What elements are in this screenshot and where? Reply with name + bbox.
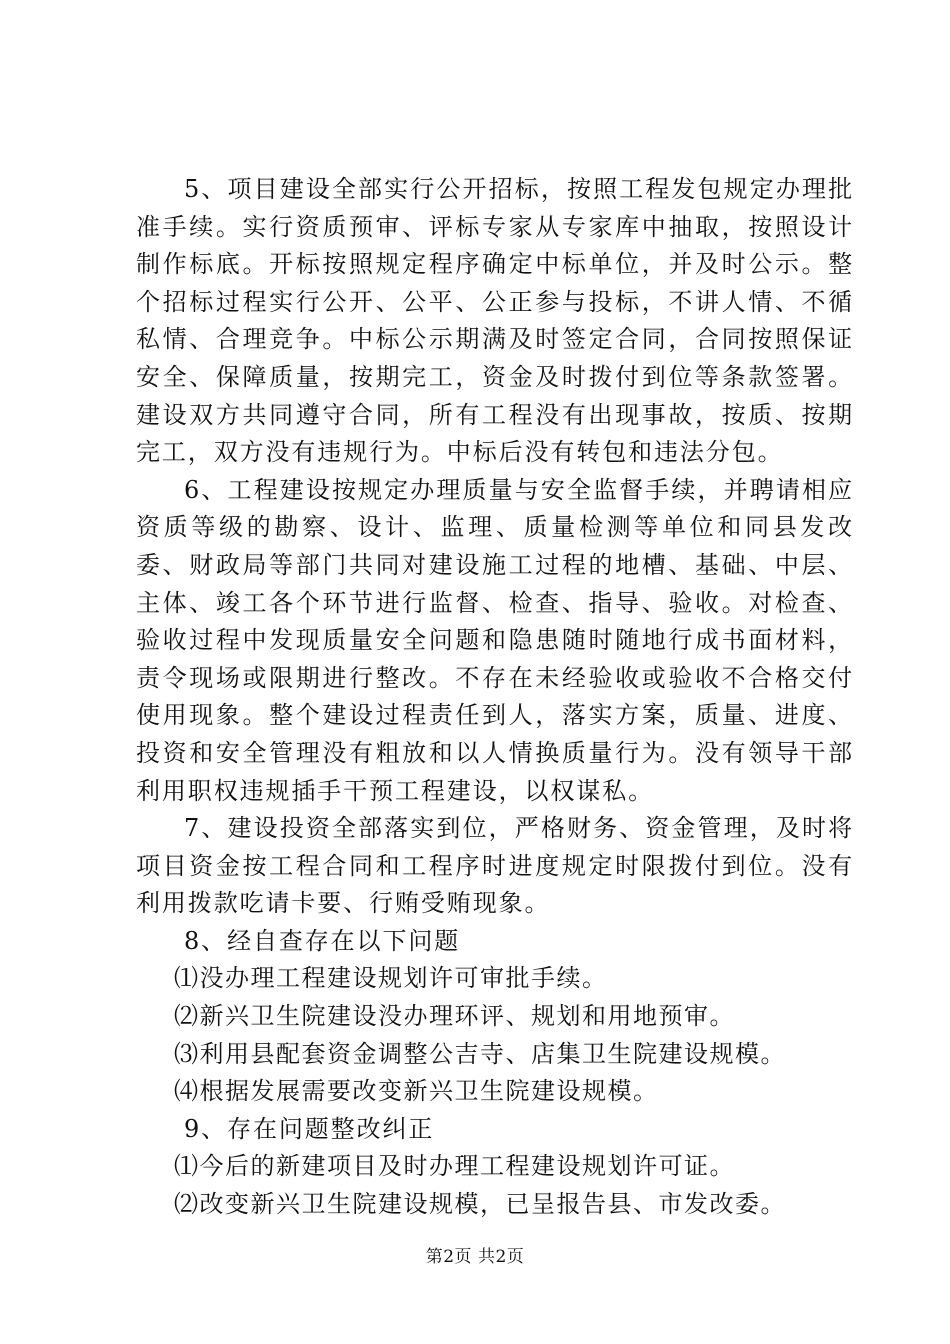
document-body — [136, 171, 854, 1224]
section-8-item: ⑷根据发展需要改变新兴卫生院建设规模。 — [174, 1077, 659, 1106]
section-9-heading: 9、存在问题整改纠正 — [184, 1114, 435, 1143]
paragraph-6: 6、工程建设按规定办理质量与安全监督手续，并聘请相应资质等级的勘察、设计、监理、质量检测等单位和同县发改委、财政局等部门共同对建设施工过程的地槽、基础、中层、主体、竣工各个环节进行监督、检查、指导、验收。对检查、验收过程中发现质量安全问题和隐患随时随地行成书面材料，责令现场或限期进行整改。不存在未经验收或验收不合格交付使用现象。整个建设过程责任到人，落实方案，质量、进度、投资和安全管理没有粗放和以人情换质量行为。没有领导干部利用职权违规插手干预工程建设，以权谋私。 — [136, 475, 854, 805]
section-8-heading: 8、经自查存在以下问题 — [184, 926, 461, 955]
section-9-item: ⑴今后的新建项目及时办理工程建设规划许可证。 — [174, 1152, 735, 1181]
section-8-item: ⑵新兴卫生院建设没办理环评、规划和用地预审。 — [174, 1002, 735, 1031]
section-8-item: ⑴没办理工程建设规划许可审批手续。 — [174, 964, 608, 993]
section-8-item: ⑶利用县配套资金调整公吉寺、店集卫生院建设规模。 — [174, 1039, 786, 1068]
paragraph-5: 5、项目建设全部实行公开招标，按照工程发包规定办理批准手续。实行资质预审、评标专家从专家库中抽取，按照设计制作标底。开标按照规定程序确定中标单位，并及时公示。整个招标过程实行公开、公平、公正参与投标，不讲人情、不循私情、合理竞争。中标公示期满及时签定合同，合同按照保证安全、保障质量，按期完工，资金及时拨付到位等条款签署。建设双方共同遵守合同，所有工程没有出现事故，按质、按期完工，双方没有违规行为。中标后没有转包和违法分包。 — [136, 175, 854, 467]
paragraph-7: 7、建设投资全部落实到位，严格财务、资金管理，及时将项目资金按工程合同和工程序时进度规定时限拨付到位。没有利用拨款吃请卡要、行贿受贿现象。 — [136, 814, 854, 918]
section-9-item: ⑵改变新兴卫生院建设规模，已呈报告县、市发改委。 — [174, 1190, 786, 1219]
page-footer: 第2页 共2页 — [425, 1247, 525, 1267]
